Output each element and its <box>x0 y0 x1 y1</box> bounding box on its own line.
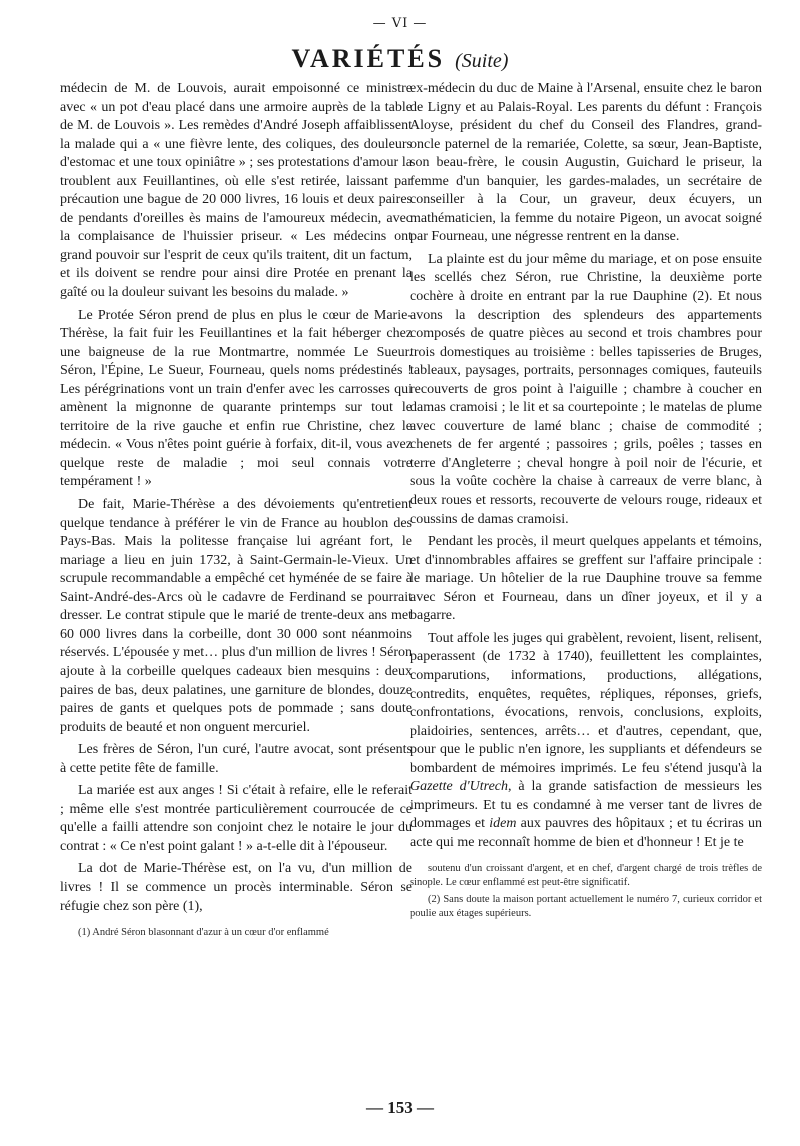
section-title <box>0 44 800 74</box>
right-paragraph-4-part-a: Tout affole les juges qui grabèlent, revoient, lisent, relisent, paperassent (de 1732 à 1740), feuillettent les complaintes, comparutions, informations, productions, allégations, contredits, enquêtes, requêtes, répliques, réponses, griefs, confrontations, évocations, renvois, conclusions, exploits, plaidoiries, sentences, arrêts… et d'autres, cependant, que, pour que le public n'en ignore, les suppliants et défendeurs se bombardent de mémoires imprimés. Le feu s'étend jusqu'à la <box>410 630 762 776</box>
idem-italic: idem <box>489 816 517 832</box>
left-paragraph-4: Les frères de Séron, l'un curé, l'autre avocat, sont présents à cette petite fête de famille. <box>60 742 412 776</box>
right-paragraph-4-part-b: , à la grande satisfaction de messieurs les imprimeurs. Et tu es condamné à me verser tant de livres de dommages et <box>410 779 762 832</box>
left-paragraph-5: La mariée est aux anges ! Si c'était à refaire, elle le referait ; même elle s'est montrée particulièrement courroucée de ce qu'elle a failli attendre son conjoint chez le notaire le jour du contrat : « Ce n'est point galant ! » a-t-elle dit à l'épouseur. <box>60 783 412 854</box>
left-paragraph-3: De fait, Marie-Thérèse a des dévoiements qu'entretient quelque tendance à préférer le vin de France au houblon des Pays-Bas. Mais la politesse française lui agréant fort, le mariage a lieu en juin 1732, à Saint-Germain-le-Vieux. Un scrupule recommandable a empêché cet hyménée de se faire à Saint-André-des-Arcs où le cadavre de Ferdinand se pourrait dresser. Le contrat stipule que le marié de trente-deux ans met 60 000 livres dans la corbeille, dont 30 000 sont néanmoins réservés. L'épousée y met… plus d'un million de livres ! Séron ajoute à la corbeille quelques cadeaux bien mesquins : deux paires de bas, deux palatines, une garniture de blondes, douze paires de gants et quelques pots de pommade ; sans doute produits de beauté et non onguent mercuriel. <box>60 497 412 735</box>
left-paragraph-1: médecin de M. de Louvois, aurait empoisonné ce ministre avec « un pot d'eau placé dans une armoire auprès de la table de M. de Louvois ». Les remèdes d'André Joseph affaiblissent la malade qui a « une fièvre lente, des coliques, des douleurs d'estomac et une toux opiniâtre » ; ses protestations d'amour la troublent aux Feuillantines, où elle s'est retirée, laissant par précaution une bague de 20 000 livres, 16 louis et deux paires de pendants d'oreilles ès mains de l'amoureux médecin, avec la complaisance de l'huissier priseur. « Les médecins ont grand pouvoir sur l'esprit de ceux qu'ils traitent, dit un factum, et ils doivent se rendre pour ainsi dire Protée en prenant la gaîté ou la douleur suivant les besoins du malade. » <box>60 81 412 301</box>
right-column <box>410 80 762 924</box>
right-paragraph-4 <box>410 630 762 853</box>
gazette-title: Gazette d'Utrech <box>410 779 509 795</box>
section-title-main: VARIÉTÉS <box>291 44 446 73</box>
page-number: — 153 — <box>366 1098 434 1117</box>
right-paragraph-4-part-c: aux pauvres des hôpitaux ; et tu écriras un acte qui me reconnaît homme de bien et d'honneur ! Et je te <box>410 816 763 850</box>
section-title-suite: (Suite) <box>455 50 509 72</box>
left-paragraph-6: La dot de Marie-Thérèse est, on l'a vu, d'un million de livres ! Il se commence un procès interminable. Séron se réfugie chez son père (1), <box>60 861 412 914</box>
right-footnote-2: (2) Sans doute la maison portant actuellement le numéro 7, curieux corridor et poulie aux étages supérieurs. <box>410 894 762 919</box>
right-paragraph-1: ex-médecin du duc de Maine à l'Arsenal, ensuite chez le baron de Ligny et au Palais-Royal. Les parents du défunt : François Aloyse, président du chef du Conseil des Flandres, grand-oncle paternel de la remariée, Colette, sa sœur, Jean-Baptiste, son beau-frère, le cousin Augustin, Guichard le priseur, la femme d'un banquier, les gardes-malades, un secrétaire de conseiller à la Cour, un graveur, deux écuyers, un mathématicien, la femme du notaire Pigeon, un avocat soigné par Fourneau, une négresse rentrent en la danse. <box>410 81 762 245</box>
left-footnote-1: (1) André Séron blasonnant d'azur à un cœur d'or enflammé <box>78 927 329 939</box>
page-header-roman: — VI — <box>372 16 428 31</box>
right-paragraph-2: La plainte est du jour même du mariage, et on pose ensuite les scellés chez Séron, rue Christine, la deuxième porte cochère à droite en entrant par la rue Dauphine (2). Et nous avons la description des splendeurs des appartements composés de quatre pièces au second et trois chambres pour trois domestiques au troisième : belles tapisseries de Bruges, tableaux, paysages, portraits, personnages comiques, fauteuils recouverts de gros point à l'aiguille ; chambre à coucher en damas cramoisi ; le lit et sa courtepointe ; le matelas de plume avec couverture de lamé blanc ; chaise de commodité ; chenets de fer argenté ; passoires ; grils, poêles ; tasses en terre d'Angleterre ; cheval hongre à poil noir de l'écurie, et sous la voûte cochère la chaise à carreaux de verre blanc, à deux roues et ressorts, recouverte de velours rouge, rideaux et coussins de damas cramoisi. <box>410 251 762 527</box>
left-paragraph-2: Le Protée Séron prend de plus en plus le cœur de Marie-Thérèse, la fait fuir les Feuillantines et la fait héberger chez une baigneuse de la rue Montmartre, nommée Le Sueur. Séron, l'Épine, Le Sueur, Fourneau, quels noms prédestinés ! Les pérégrinations vont un train d'enfer avec les carrosses qui amènent la mignonne de quarante printemps sur tout le territoire de la rive gauche et enfin rue Christine, chez le médecin. « Vous n'êtes point guérie à forfaix, dit-il, vous avez quelque reste de maladie ; moi seul connais votre tempérament ! » <box>60 307 412 490</box>
right-paragraph-3: Pendant les procès, il meurt quelques appelants et témoins, et d'innombrables affaires se greffent sur l'affaire principale : le mariage. Un hôtelier de la rue Dauphine trouve sa femme avec Séron et Fourneau, dans un dîner joyeux, et il y a bagarre. <box>410 534 762 624</box>
right-footnote-continued: soutenu d'un croissant d'argent, et en chef, d'argent chargé de trois trèfles de sinople. Le cœur enflammé est peut-être significatif. <box>410 863 762 888</box>
left-column <box>60 80 412 944</box>
